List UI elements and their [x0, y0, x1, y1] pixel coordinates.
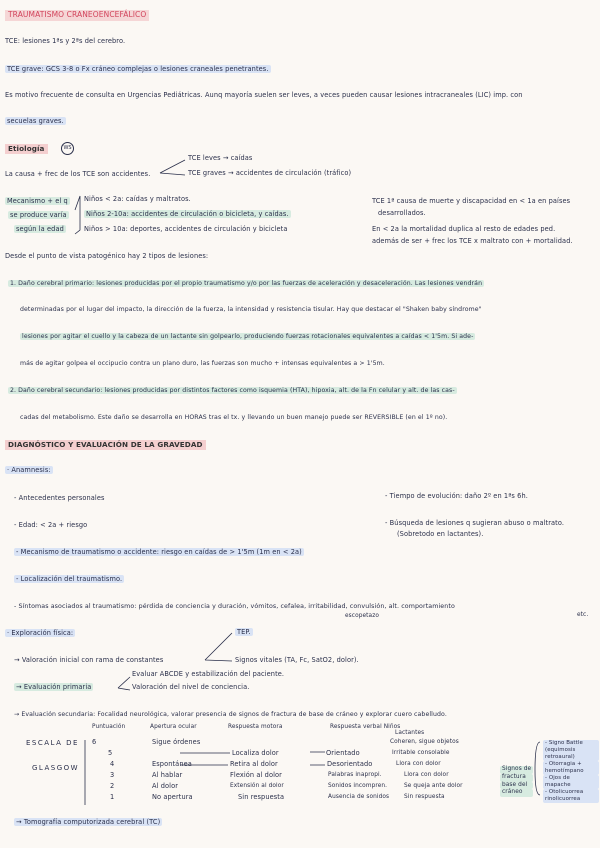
signos-vitales: Signos vitales (TA, Fc, SatO2, dolor). [235, 656, 359, 664]
ocular-1: No apertura [152, 793, 193, 801]
diagnostico-heading: DIAGNÓSTICO Y EVALUACIÓN DE LA GRAVEDAD [5, 440, 206, 450]
evaluacion-primaria: → Evaluación primaria [16, 683, 92, 691]
col-puntuacion: Puntuación [92, 724, 126, 730]
lact-6: Coheren, sigue objetos [390, 739, 459, 745]
etiologia-arrows [160, 160, 185, 175]
anamnesis-item-3: - Mecanismo de traumatismo o accidente: riesgo en caídas de > 1'5m (1m en < 2a) [16, 548, 302, 556]
tce-leves: TCE leves → caídas [188, 154, 253, 162]
evaluacion-secundaria: → Evaluación secundaria: Focalidad neurológica, valorar presencia de signos de fractura de base de cráneo y explorar cuero cabelludo. [14, 711, 447, 718]
tep-item: TEP. [237, 628, 251, 636]
glasgow-label-1: ESCALA DE [26, 739, 79, 747]
score-1: 1 [110, 793, 115, 801]
dano-secundario-2: cadas del metabolismo. Este daño se desarrolla en HORAS tras el tx. y llevando un buen manejo puede ser REVERSIBLE (en el 1º no). [20, 414, 448, 421]
motivo-line-2: secuelas graves. [7, 117, 64, 125]
ocular-4: Espontánea [152, 760, 192, 768]
anamnesis-label: · Anamnesis: [7, 466, 51, 474]
tce-definition: TCE: lesiones 1ªs y 2ªs del cerebro. [5, 37, 126, 45]
right-note-3: En < 2a la mortalidad duplica al resto de edades ped. [372, 225, 556, 233]
right-note-4: además de ser + frec los TCE x maltrato con + mortalidad. [372, 237, 573, 245]
lact-5: Irritable consolable [392, 750, 450, 756]
anamnesis-item-5: - Síntomas asociados al traumatismo: pérdida de conciencia y duración, vómitos, cefalea, irritabilidad, convulsión, alt. comportamiento [14, 603, 455, 610]
dano-primario-1: 1. Daño cerebral primario: lesiones producidas por el propio traumatismo y/o por las fuerzas de aceleración y desaceleración. Las lesiones vendrán [10, 280, 483, 287]
ninos-4: Desorientado [327, 760, 373, 768]
patogenia-line: Desde el punto de vista patogénico hay 2 tipos de lesiones: [5, 252, 209, 260]
score-4: 4 [110, 760, 115, 768]
tce-graves: TCE graves → accidentes de circulación (tráfico) [188, 169, 352, 177]
lact-1: Sin respuesta [404, 794, 445, 800]
right-anamnesis-2: - Búsqueda de lesiones q sugieran abuso o maltrato. [385, 519, 565, 527]
motora-6: Sigue órdenes [152, 738, 201, 746]
right-note-1: TCE 1ª causa de muerte y discapacidad en < 1a en países [372, 197, 571, 205]
dano-primario-4: más de agitar golpea el occipucio contra un plano duro, las fuerzas son mucho + intensas equivalentes a > 1'5m. [20, 360, 385, 367]
edad-item-1: Niños < 2a: caídas y maltratos. [84, 195, 191, 203]
score-5: 5 [108, 749, 113, 757]
etiologia-heading: Etiología [5, 144, 48, 154]
signos-fractura-title: Signos de fractura base del cráneo [502, 766, 532, 796]
col-motora: Respuesta motora [228, 724, 283, 730]
mecanismo-b: se produce varía [10, 211, 67, 219]
page-title: TRAUMATISMO CRANEOENCEFÁLICO [5, 10, 149, 21]
ninos-3: Palabras inapropi. [328, 772, 382, 778]
signos-brace [535, 742, 540, 795]
score-3: 3 [110, 771, 115, 779]
anamnesis-item-2: - Edad: < 2a + riesgo [14, 521, 88, 529]
evaluar-abcde: Evaluar ABCDE y estabilización del paciente. [132, 670, 285, 678]
escopetazo-note: escopetazo [345, 613, 379, 619]
valoracion-inicial: → Valoración inicial con rama de constantes [14, 656, 164, 664]
col-ocular: Apertura ocular [150, 724, 197, 730]
ninos-2: Sonidos incompren. [328, 783, 388, 789]
valoracion-arrows [205, 633, 232, 661]
causa-line: La causa + frec de los TCE son accidentes. [5, 170, 151, 178]
edad-item-2: Niños 2-10a: accidentes de circulación o bicicleta, y caídas. [86, 210, 289, 218]
circle-badge: WS [61, 142, 74, 155]
col-lactantes: Lactantes [395, 730, 425, 736]
ninos-1: Ausencia de sonidos [328, 794, 390, 800]
evaluacion-arrows [118, 677, 130, 690]
tce-grave: TCE grave: GCS 3-8 o Fx cráneo complejas o lesiones craneales penetrantes. [7, 65, 269, 73]
motora-3: Flexión al dolor [230, 771, 282, 779]
glasgow-label-2: GLASGOW [32, 764, 80, 772]
lact-2: Se queja ante dolor [404, 783, 463, 789]
tomografia-line: → Tomografía computorizada cerebral (TC) [16, 818, 161, 826]
motivo-line-1: Es motivo frecuente de consulta en Urgencias Pediátricas. Aunq mayoría suelen ser leves, a veces pueden causar lesiones intracraneales (LIC) imp. con [5, 91, 523, 99]
score-6: 6 [92, 738, 97, 746]
dano-primario-2: determinadas por el lugar del impacto, la dirección de la fuerza, la intensidad y resistencia tisular. Hay que destacar el "Shaken baby síndrome" [20, 306, 482, 313]
nivel-conciencia: Valoración del nivel de conciencia. [132, 683, 250, 691]
right-anamnesis-3: (Sobretodo en lactantes). [397, 530, 484, 538]
lact-4: Llora con dolor [396, 761, 441, 767]
lact-3: Llora con dolor [404, 772, 449, 778]
edad-item-3: Niños > 10a: deportes, accidentes de circulación y bicicleta [84, 225, 288, 233]
anamnesis-item-1: - Antecedentes personales [14, 494, 105, 502]
mecanismo-a: Mecanismo + el q [7, 197, 68, 205]
ocular-2: Al dolor [152, 782, 179, 790]
ninos-5: Orientado [326, 749, 360, 757]
etc-note: etc. [577, 612, 589, 618]
dano-secundario-1: 2. Daño cerebral secundario: lesiones producidas por distintos factores como isquemia (HTA), hipoxia, alt. de la Fn celular y alt. de las cas- [10, 387, 455, 394]
col-verbal: Respuesta verbal Niños [330, 724, 401, 730]
ocular-3: Al hablar [152, 771, 183, 779]
mecanismo-brace [75, 196, 80, 234]
signos-fractura-list: - Signo Battle (equimosis retroaural) - Otorragia + hemotímpano - Ojos de mapache - Otolicuorrea rinolicuorrea [543, 740, 599, 803]
motora-1: Sin respuesta [238, 793, 285, 801]
anamnesis-item-4: - Localización del traumatismo. [16, 575, 123, 583]
motora-2: Extensión al dolor [230, 783, 284, 789]
right-note-2: desarrollados. [378, 209, 426, 217]
score-2: 2 [110, 782, 115, 790]
motora-5: Localiza dolor [232, 749, 279, 757]
motora-4: Retira al dolor [230, 760, 278, 768]
right-anamnesis-1: - Tiempo de evolución: daño 2º en 1ªs 6h. [385, 492, 528, 500]
dano-primario-3: lesiones por agitar el cuello y la cabeza de un lactante sin golpearlo, produciendo fuerzas rotacionales equivalentes a caídas < 1'5m. Si ade- [22, 333, 474, 340]
exploracion-label: · Exploración física: [7, 629, 74, 637]
mecanismo-c: según la edad [16, 225, 64, 233]
